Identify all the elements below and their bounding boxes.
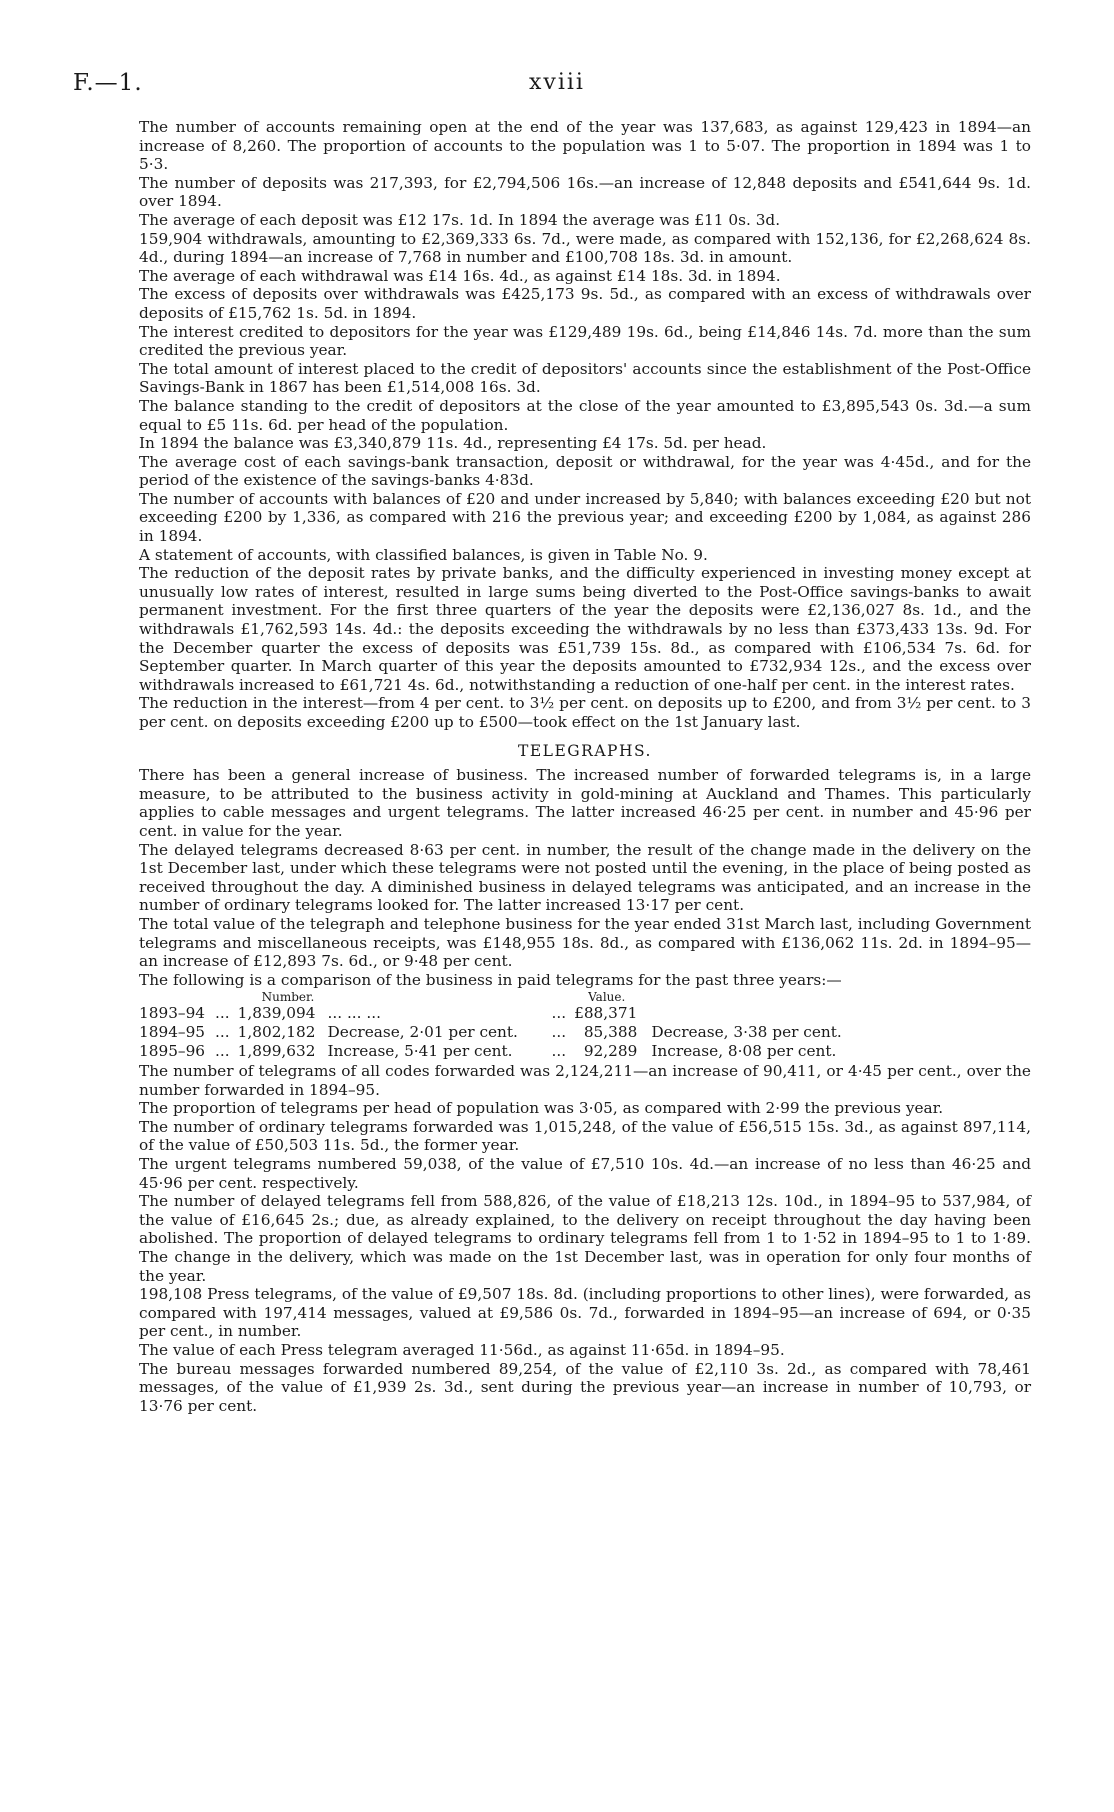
paragraph: The reduction of the deposit rates by private banks, and the difficulty experienced in investing money except at unusually low rates of interest, resulted in large sums being diverted to the Post-Office savings-banks to await permanent investment. For the first three quarters of the year the deposits were £2,136,027 8s. 1d., and the withdrawals £1,762,593 14s. 4d.: the deposits exceeding the withdrawals by no less than £373,433 13s. 9d. For the December quarter the excess of deposits was £51,739 15s. 8d., as compared with £106,534 7s. 6d. for September quarter. In March quarter of this year the deposits amounted to £732,934 12s., and the excess over withdrawals increased to £61,721 4s. 6d., notwithstanding a reduction of one-half per cent. in the interest rates. (139, 564, 1031, 694)
table-header-row (139, 991, 846, 1004)
leader-dots: ... (551, 1022, 567, 1041)
leader-dots: ... (215, 1004, 230, 1023)
paragraph: A statement of accounts, with classified balances, is given in Table No. 9. (139, 545, 708, 564)
paragraph: The bureau messages forwarded numbered 89,254, of the value of £2,110 3s. 2d., as compared with 78,461 messages, of the value of £1,939 2s. 3d., sent during the previous year—an increase in number of 10,793, or 13·76 per cent. (139, 1359, 1031, 1415)
telegram-comparison-table (139, 991, 846, 1060)
paragraph: The urgent telegrams numbered 59,038, of the value of £7,510 10s. 4d.—an increase of no less than 46·25 and 45·96 per cent. respectively. (139, 1155, 1031, 1192)
paragraph: The interest credited to depositors for the year was £129,489 19s. 6d., being £14,846 14s. 7d. more than the sum credited the previous year. (139, 322, 1031, 360)
value-change-cell: Decrease, 3·38 per cent. (651, 1022, 842, 1041)
leader-dots: ... (551, 1041, 567, 1060)
savings-bank-section (139, 118, 1031, 732)
leader-dots: ... (551, 1004, 567, 1023)
paragraph: The number of telegrams of all codes forwarded was 2,124,211—an increase of 90,411, or 4·45 per cent., over the number forwarded in 1894–95. (139, 1062, 1031, 1099)
paragraph: The number of deposits was 217,393, for £2,794,506 16s.—an increase of 12,848 deposits and £541,644 9s. 1d. over 1894. (139, 173, 1031, 211)
value-change-cell: Increase, 8·08 per cent. (651, 1041, 837, 1060)
paragraph: The excess of deposits over withdrawals was £425,173 9s. 5d., as compared with an excess of withdrawals over deposits of £15,762 1s. 5d. in 1894. (139, 285, 1031, 322)
column-header-number: Number. (261, 990, 315, 1005)
number-cell: 1,802,182 (237, 1022, 316, 1041)
table-row (139, 1042, 846, 1061)
year-cell: 1895–96 (139, 1041, 206, 1060)
paragraph: The total value of the telegraph and telephone business for the year ended 31st March last, including Government telegrams and miscellaneous receipts, was £148,955 18s. 8d., as compared with £136,062 11s. 2d. in 1894–95—an increase of £12,893 7s. 6d., or 9·48 per cent. (139, 914, 1031, 971)
column-header-value: Value. (588, 990, 626, 1005)
paragraph: The number of delayed telegrams fell from 588,826, of the value of £18,213 12s. 10d., in 1894–95 to 537,984, of the value of £16,645 2s.; due, as already explained, to the delivery on receipt throughout the day having been abolished. The proportion of delayed telegrams to ordinary telegrams fell from 1 to 1·52 in 1894–95 to 1 to 1·89. The change in the delivery, which was made on the 1st December last, was in operation for only four months of the year. (139, 1192, 1031, 1285)
leader-dots: ... (215, 1041, 230, 1060)
leader-dots: ... (215, 1022, 230, 1041)
paragraph: The reduction in the interest—from 4 per cent. to 3½ per cent. on deposits up to £200, and from 3½ per cent. to 3 per cent. on deposits exceeding £200 up to £500—took effect on the 1st January last. (139, 694, 1031, 731)
telegraphs-section (139, 766, 1031, 1415)
year-cell: 1893–94 (139, 1004, 206, 1023)
paragraph: The number of ordinary telegrams forwarded was 1,015,248, of the value of £56,515 15s. 3d., as against 897,114, of the value of £50,503 11s. 5d., the former year. (139, 1117, 1031, 1155)
paragraph: The total amount of interest placed to the credit of depositors' accounts since the establishment of the Post-Office Savings-Bank in 1867 has been £1,514,008 16s. 3d. (139, 359, 1031, 397)
paragraph: The average of each withdrawal was £14 16s. 4d., as against £14 18s. 3d. in 1894. (139, 266, 781, 285)
value-change-cell (651, 1004, 845, 1023)
value-cell: £88,371 (574, 1004, 638, 1023)
table-row (139, 1023, 846, 1042)
paragraph: The proportion of telegrams per head of population was 3·05, as compared with 2·99 the previous year. (139, 1099, 944, 1118)
number-change-cell: ... ... ... (327, 1004, 381, 1023)
paragraph: 159,904 withdrawals, amounting to £2,369,333 6s. 7d., were made, as compared with 152,136, for £2,268,624 8s. 4d., during 1894—an increase of 7,768 in number and £100,708 18s. 3d. in amount. (139, 229, 1031, 267)
paragraph: The number of accounts remaining open at the end of the year was 137,683, as against 129,423 in 1894—an increase of 8,260. The proportion of accounts to the population was 1 to 5·07. The proportion in 1894 was 1 to 5·3. (139, 118, 1031, 174)
paragraph: The average of each deposit was £12 17s. 1d. In 1894 the average was £11 0s. 3d. (139, 210, 781, 229)
value-cell: 85,388 (583, 1022, 638, 1041)
paragraph: The average cost of each savings-bank transaction, deposit or withdrawal, for the year was 4·45d., and for the period of the existence of the savings-banks 4·83d. (139, 452, 1031, 490)
paragraph: The balance standing to the credit of depositors at the close of the year amounted to £3,895,543 0s. 3d.—a sum equal to £5 11s. 6d. per head of the population. (139, 396, 1031, 434)
report-code: F.—1. (73, 70, 143, 96)
paragraph: The number of accounts with balances of £20 and under increased by 5,840; with balances exceeding £20 but not exceeding £200 by 1,336, as compared with 216 the previous year; and exceeding £200 by 1,084, as against 286 in 1894. (139, 489, 1031, 546)
value-cell: 92,289 (583, 1041, 638, 1060)
number-cell: 1,899,632 (237, 1041, 316, 1060)
number-cell: 1,839,094 (237, 1004, 316, 1023)
paragraph: The following is a comparison of the business in paid telegrams for the past three years:— (139, 970, 842, 989)
page-number: xviii (529, 70, 585, 95)
section-heading-telegraphs: TELEGRAPHS. (518, 741, 652, 760)
number-change-cell: Decrease, 2·01 per cent. (327, 1022, 518, 1041)
paragraph: In 1894 the balance was £3,340,879 11s. 4d., representing £4 17s. 5d. per head. (139, 434, 767, 453)
number-change-cell: Increase, 5·41 per cent. (327, 1041, 513, 1060)
paragraph: 198,108 Press telegrams, of the value of £9,507 18s. 8d. (including proportions to other lines), were forwarded, as compared with 197,414 messages, valued at £9,586 0s. 7d., forwarded in 1894–95—an increase of 694, or 0·35 per cent., in number. (139, 1285, 1031, 1341)
paragraph: The value of each Press telegram averaged 11·56d., as against 11·65d. in 1894–95. (139, 1341, 785, 1359)
year-cell: 1894–95 (139, 1022, 206, 1041)
paragraph: There has been a general increase of business. The increased number of forwarded telegrams is, in a large measure, to be attributed to the business activity in gold-mining at Auckland and Thames. This particularly applies to cable messages and urgent telegrams. The latter increased 46·25 per cent. in number and 45·96 per cent. in value for the year. (139, 766, 1031, 840)
paragraph: The delayed telegrams decreased 8·63 per cent. in number, the result of the change made in the delivery on the 1st December last, under which these telegrams were not posted until the evening, in the place of being posted as received throughout the day. A diminished business in delayed telegrams was anticipated, and an increase in the number of ordinary telegrams looked for. The latter increased 13·17 per cent. (139, 840, 1031, 915)
table-row (139, 1004, 846, 1023)
document-body (139, 118, 1031, 1415)
